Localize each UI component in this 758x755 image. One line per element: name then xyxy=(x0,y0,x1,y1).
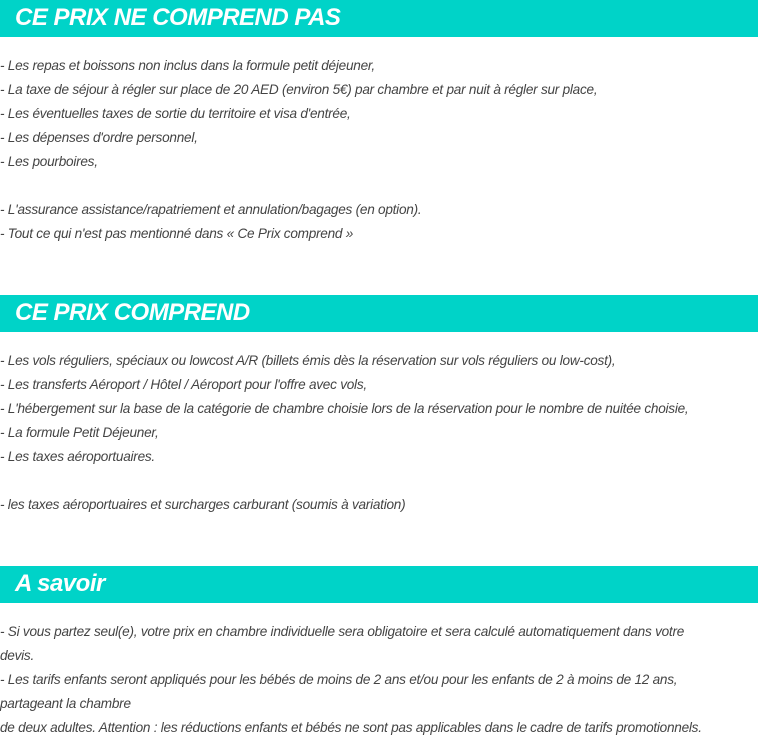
text-line: - Les tarifs enfants seront appliqués pour les bébés de moins de 2 ans et/ou pour les enfants de 2 à moins de 12 ans, xyxy=(0,672,678,687)
list-item: - Les taxes aéroportuaires. xyxy=(0,449,155,464)
list-item: - La formule Petit Déjeuner, xyxy=(0,425,159,440)
text-line: de deux adultes. Attention : les réductions enfants et bébés ne sont pas applicables dans le cadre de tarifs promotionnels. xyxy=(0,720,702,735)
list-item: - La taxe de séjour à régler sur place de 20 AED (environ 5€) par chambre et par nuit à régler sur place, xyxy=(0,82,598,97)
list-item: - Les vols réguliers, spéciaux ou lowcost A/R (billets émis dès la réservation sur vols réguliers ou low-cost), xyxy=(0,353,616,368)
list-item: - Les pourboires, xyxy=(0,154,98,169)
text-line: devis. xyxy=(0,648,35,663)
section-header-included xyxy=(0,295,758,332)
included-list xyxy=(0,349,758,517)
section-title: CE PRIX NE COMPREND PAS xyxy=(15,4,341,31)
not-included-list xyxy=(0,54,758,246)
section-header-not-included xyxy=(0,0,758,37)
list-item: - L'hébergement sur la base de la catégorie de chambre choisie lors de la réservation pour le nombre de nuitée choisie, xyxy=(0,401,689,416)
list-item: - Les éventuelles taxes de sortie du territoire et visa d'entrée, xyxy=(0,106,351,121)
blank-line xyxy=(0,469,758,493)
section-title: A savoir xyxy=(15,570,105,597)
list-item: - Les repas et boissons non inclus dans la formule petit déjeuner, xyxy=(0,58,375,73)
a-savoir-text xyxy=(0,620,758,740)
blank-line xyxy=(0,174,758,198)
section-title: CE PRIX COMPREND xyxy=(15,299,250,326)
list-item: - L'assurance assistance/rapatriement et annulation/bagages (en option). xyxy=(0,202,422,217)
section-header-a-savoir xyxy=(0,566,758,603)
text-line: - Si vous partez seul(e), votre prix en chambre individuelle sera obligatoire et sera calculé automatiquement dans votre xyxy=(0,624,685,639)
text-line: partageant la chambre xyxy=(0,696,131,711)
list-item: - Les dépenses d'ordre personnel, xyxy=(0,130,198,145)
list-item: - les taxes aéroportuaires et surcharges carburant (soumis à variation) xyxy=(0,497,406,512)
list-item: - Les transferts Aéroport / Hôtel / Aéroport pour l'offre avec vols, xyxy=(0,377,367,392)
list-item: - Tout ce qui n'est pas mentionné dans « Ce Prix comprend » xyxy=(0,226,354,241)
